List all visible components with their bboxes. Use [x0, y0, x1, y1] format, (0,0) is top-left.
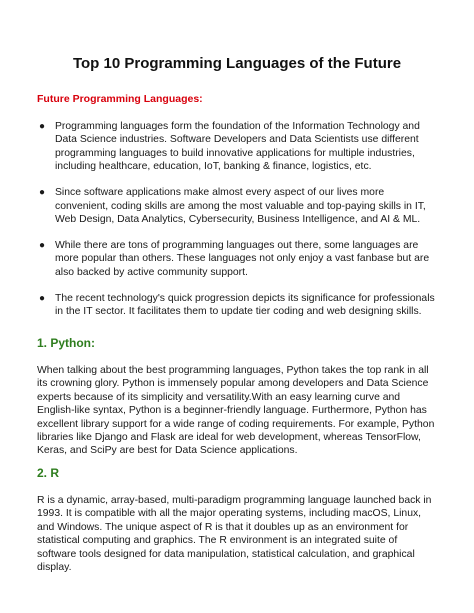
- list-item-text: Since software applications make almost every aspect of our lives more convenient, coding skills are among the most valuable and top-paying skills in IT, Web Design, Data Analytics, Cybersecurity, Business Intelligence, and AI & ML.: [55, 187, 426, 225]
- bullet-icon: ●: [39, 292, 46, 304]
- list-item-text: Programming languages form the foundation of the Information Technology and Data Science industries. Software Developers and Data Scientists use different programming languages to build innovative applications for multiple industries, including healthcare, education, IoT, banking & finance, logistics, etc.: [55, 121, 420, 173]
- bullet-icon: ●: [39, 187, 46, 199]
- section-body-python: When talking about the best programming languages, Python takes the top rank in all its crowning glory. Python is immensely popular among developers and Data Science experts because of its simplicity and versatility.With an easy learning curve and English-like syntax, Python is a beginner-friendly language. Furthermore, Python has excellent library support for a wide range of coding requirements. For example, Python libraries like Django and Flask are ideal for web development, whereas TensorFlow, Keras, and SciPy are best for Data Science applications.: [37, 365, 435, 457]
- bullet-icon: ●: [39, 239, 46, 251]
- section-heading-r: 2. R: [37, 466, 60, 480]
- list-item: [37, 292, 437, 319]
- list-item: [37, 239, 437, 279]
- list-item-text: The recent technology's quick progression depicts its significance for professionals in the IT sector. It facilitates them to update tier coding and web designing skills.: [55, 292, 435, 317]
- section-body-r: R is a dynamic, array-based, multi-paradigm programming language launched back in 1993. It is compatible with all the major operating systems, including macOS, Linux, and Windows. The unique aspect of R is that it doubles up as an environment for statistical computing and graphics. The R environment is an integrated suite of software tools designed for data manipulation, statistical calculation, and graphical display.: [37, 495, 432, 574]
- bullet-list: [37, 120, 437, 331]
- list-item-text: While there are tons of programming languages out there, some languages are more popular than others. These languages not only enjoy a vast fanbase but are also backed by active community support.: [55, 239, 430, 278]
- page-title: Top 10 Programming Languages of the Future: [72, 55, 402, 72]
- list-item: [37, 186, 437, 226]
- bullet-icon: ●: [39, 121, 46, 132]
- list-item: [37, 120, 437, 174]
- subheading: Future Programming Languages:: [37, 93, 203, 105]
- section-heading-python: 1. Python:: [37, 336, 96, 350]
